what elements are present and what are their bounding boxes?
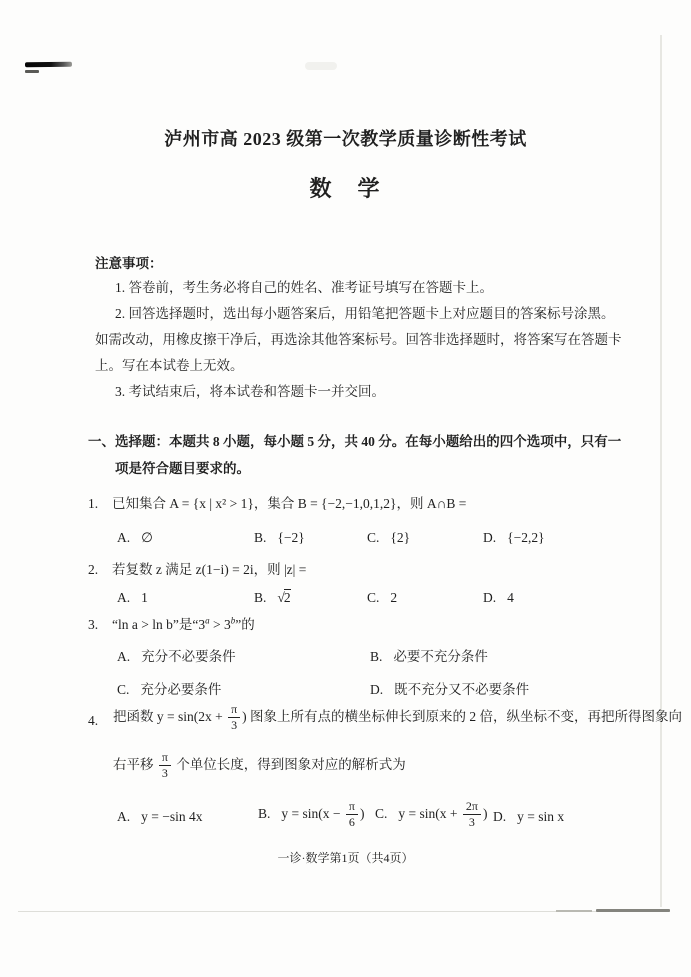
fraction-2pi-3	[463, 800, 481, 828]
subject-title: 数 学	[309, 176, 382, 201]
option-a	[117, 806, 202, 828]
option-b-text: 必要不充分条件	[393, 649, 488, 664]
question-2-stem	[88, 558, 623, 578]
option-b-label: B.	[370, 649, 383, 664]
option-c-label: C.	[117, 682, 130, 697]
q4-line1-pre: 把函数 y = sin(2x +	[113, 709, 227, 725]
option-c-text: 2	[390, 590, 398, 605]
exponent-a: a	[205, 615, 210, 626]
fraction-denominator: 3	[159, 765, 171, 780]
exponent-b: b	[230, 615, 236, 626]
option-b-formula-post: )	[359, 806, 365, 822]
fraction-pi-6	[346, 800, 358, 828]
fraction-denominator: 6	[346, 814, 358, 829]
option-d-formula: y = sin x	[517, 809, 565, 824]
option-a-text: 充分不必要条件	[141, 649, 236, 664]
option-c	[367, 587, 397, 609]
option-d-text: {−2,2}	[507, 530, 545, 545]
question-3-options-row-2	[88, 679, 628, 705]
fraction-numerator: π	[231, 702, 238, 716]
question-3-stem	[88, 613, 623, 633]
option-c	[117, 679, 221, 701]
note-item-3: 3. 考试结束后，将本试卷和答题卡一并交回。	[115, 384, 385, 399]
question-2-text: 若复数 z 满足 z(1−i) = 2i，则 |z| =	[112, 562, 307, 577]
fraction-denominator: 3	[463, 814, 481, 829]
question-2-number: 2.	[88, 562, 99, 577]
option-a-label: A.	[117, 649, 131, 664]
option-a-text: ∅	[141, 530, 153, 545]
option-b	[254, 527, 305, 549]
fraction-numerator: π	[348, 799, 355, 813]
option-a-formula: y = −sin 4x	[141, 809, 203, 824]
question-3-text-part1: “ln a > ln b”是“3	[112, 617, 206, 632]
question-4-options	[88, 800, 628, 836]
question-3-number: 3.	[88, 617, 99, 632]
option-d-label: D.	[483, 590, 497, 605]
question-1-stem	[88, 492, 623, 512]
note-item-1: 1. 答卷前，考生务必将自己的姓名、准考证号填写在答题卡上。	[115, 280, 493, 295]
option-d-text: 既不充分又不必要条件	[394, 682, 530, 697]
option-c-text: 充分必要条件	[140, 682, 222, 697]
option-b-text: {−2}	[277, 530, 305, 545]
sqrt-radicand: 2	[283, 590, 291, 605]
option-d-label: D.	[483, 530, 497, 545]
option-a	[117, 646, 236, 668]
fraction-denominator: 3	[228, 717, 240, 732]
question-4-stem-line-1	[88, 702, 683, 732]
option-d-label: D.	[493, 809, 507, 824]
option-d-text: 4	[507, 590, 514, 605]
notes-list	[95, 275, 623, 405]
footer-page-number: 一诊·数学第1页（共4页）	[277, 851, 414, 865]
q4-line2-pre: 右平移	[113, 757, 157, 773]
option-a-label: A.	[117, 809, 131, 824]
option-c-label: C.	[367, 530, 380, 545]
note-item-2: 2. 回答选择题时，选出每小题答案后，用铅笔把答题卡上对应题目的答案标号涂黑。如需改动，用橡皮擦干净后，再选涂其他答案标号。回答非选择题时，将答案写在答题卡上。写在本试卷上无效。	[95, 306, 622, 373]
option-d	[493, 806, 564, 828]
option-c-text: {2}	[390, 530, 411, 545]
question-1-options	[88, 527, 628, 553]
option-a	[117, 527, 153, 549]
option-c	[367, 527, 410, 549]
question-1-text: 已知集合 A = {x | x² > 1}，集合 B = {−2,−1,0,1,2}，则 A∩B =	[112, 496, 467, 511]
option-c-formula-pre: y = sin(x +	[398, 806, 461, 822]
question-3-text-part2: > 3	[209, 617, 231, 632]
option-c-formula-post: )	[482, 806, 488, 822]
option-b-formula-pre: y = sin(x −	[281, 806, 344, 822]
option-a	[117, 587, 148, 609]
fraction-numerator: π	[161, 750, 168, 764]
question-4-stem-line-2	[88, 751, 628, 779]
option-d	[370, 679, 529, 701]
question-4-number: 4.	[88, 713, 99, 728]
sqrt-symbol: √	[277, 590, 284, 605]
scan-edge-dash-dark	[596, 909, 670, 912]
scan-edge-dash	[556, 910, 592, 912]
option-b-label: B.	[254, 530, 267, 545]
scan-smudge-faint	[305, 62, 337, 70]
fraction-numerator: 2π	[465, 799, 478, 813]
option-c	[375, 800, 487, 828]
option-d-label: D.	[370, 682, 384, 697]
question-4-line1	[88, 703, 682, 731]
question-3-text-part3: ”的	[235, 617, 255, 632]
scan-smudge-mark-small	[25, 70, 39, 73]
question-4-line2	[88, 751, 406, 779]
notes-heading: 注意事项：	[95, 256, 163, 271]
scan-edge-line-vertical	[660, 35, 662, 907]
option-b	[254, 587, 291, 609]
scan-smudge-mark	[25, 62, 72, 67]
option-c-label: C.	[367, 590, 380, 605]
option-a-text: 1	[141, 590, 148, 605]
option-a-label: A.	[117, 530, 131, 545]
option-b-label: B.	[254, 590, 267, 605]
option-c-label: C.	[375, 806, 388, 822]
section-1-heading: 一、选择题：本题共 8 小题，每小题 5 分，共 40 分。在每小题给出的四个选项中，只有一项是符合题目要求的。	[88, 434, 622, 476]
option-b	[370, 646, 488, 668]
option-b-label: B.	[258, 806, 271, 822]
option-b	[258, 800, 364, 828]
fraction-pi-3	[228, 703, 240, 731]
question-1-number: 1.	[88, 496, 99, 511]
question-3-options-row-1	[88, 646, 628, 672]
question-2-options	[88, 587, 628, 613]
fraction-pi-3	[159, 751, 171, 779]
q4-line2-post: 个单位长度，得到图象对应的解析式为	[172, 757, 406, 773]
q4-line1-post: ) 图象上所有点的横坐标伸长到原来的 2 倍，纵坐标不变，再把所得图象向	[242, 709, 683, 725]
option-a-label: A.	[117, 590, 131, 605]
exam-title: 泸州市高 2023 级第一次教学质量诊断性考试	[164, 129, 527, 149]
option-d	[483, 527, 545, 549]
option-d	[483, 587, 514, 609]
